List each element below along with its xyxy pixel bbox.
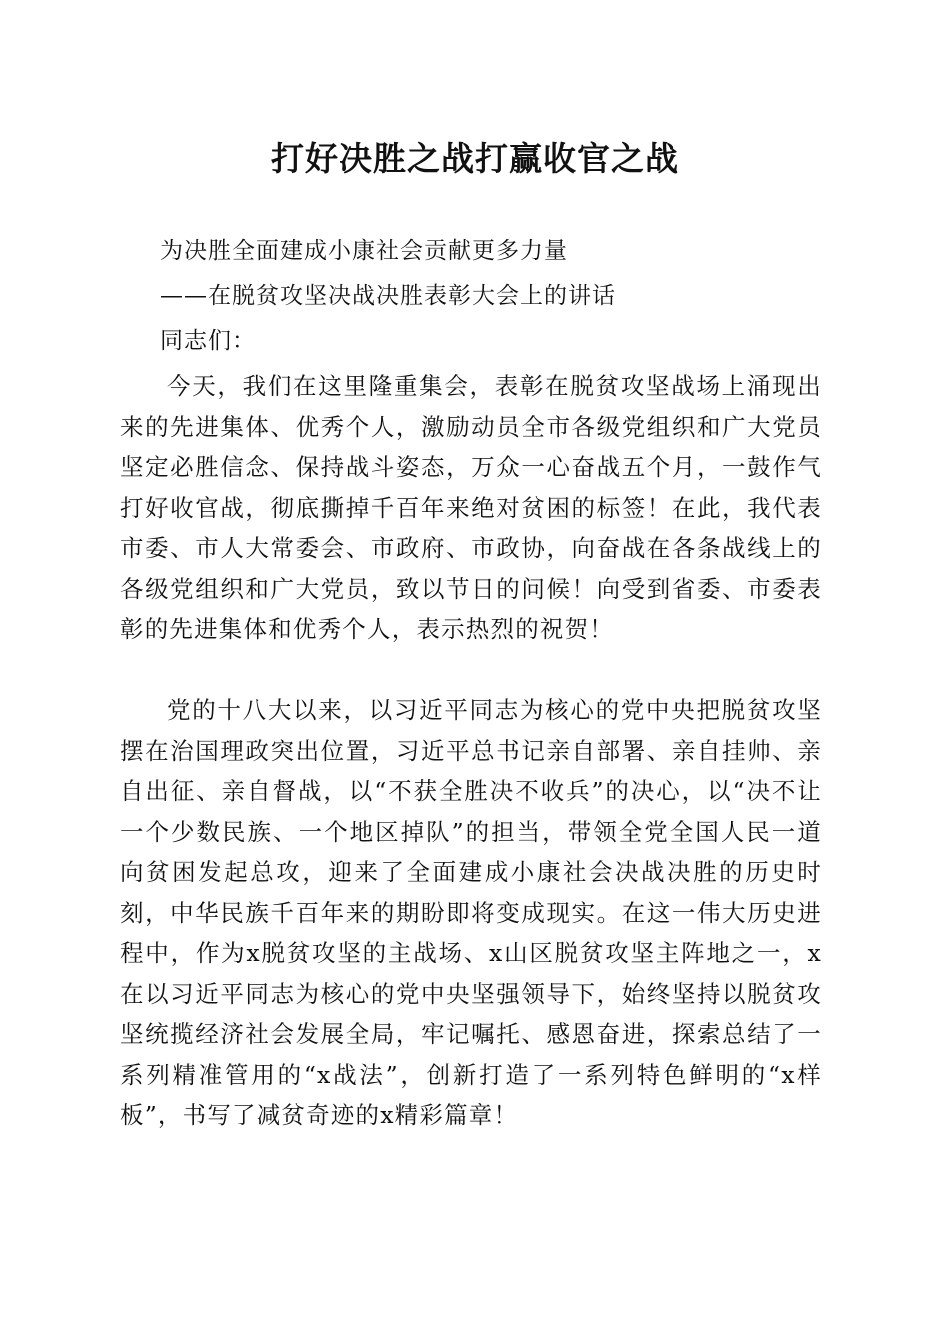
speech-occasion: ——在脱贫攻坚决战决胜表彰大会上的讲话 bbox=[160, 283, 616, 309]
speech-subtitle: 为决胜全面建成小康社会贡献更多力量 bbox=[160, 238, 568, 264]
body-paragraph-1: 今天，我们在这里隆重集会，表彰在脱贫攻坚战场上涌现出来的先进集体、优秀个人，激励动员全市各级党组织和广大党员坚定必胜信念、保持战斗姿态，万众一心奋战五个月，一鼓作气打好收官战，彻底撕掉千百年来绝对贫困的标签！在此，我代表市委、市人大常委会、市政府、市政协，向奋战在各条战线上的各级党组织和广大党员，致以节日的问候！向受到省委、市委表彰的先进集体和优秀个人，表示热烈的祝贺！ bbox=[120, 372, 822, 643]
document-title: 打好决胜之战打赢收官之战 bbox=[271, 139, 679, 178]
salutation: 同志们： bbox=[160, 328, 256, 354]
body-paragraph-2: 党的十八大以来，以习近平同志为核心的党中央把脱贫攻坚摆在治国理政突出位置，习近平总书记亲自部署、亲自挂帅、亲自出征、亲自督战，以“不获全胜决不收兵”的决心，以“决不让一个少数民族、一个地区掉队”的担当，带领全党全国人民一道向贫困发起总攻，迎来了全面建成小康社会决战决胜的历史时刻，中华民族千百年来的期盼即将变成现实。在这一伟大历史进程中，作为x脱贫攻坚的主战场、x山区脱贫攻坚主阵地之一，x在以习近平同志为核心的党中央坚强领导下，始终坚持以脱贫攻坚统揽经济社会发展全局，牢记嘱托、感恩奋进，探索总结了一系列精准管用的“x战法”，创新打造了一系列特色鲜明的“x样板”，书写了减贫奇迹的x精彩篇章！ bbox=[120, 696, 822, 1129]
